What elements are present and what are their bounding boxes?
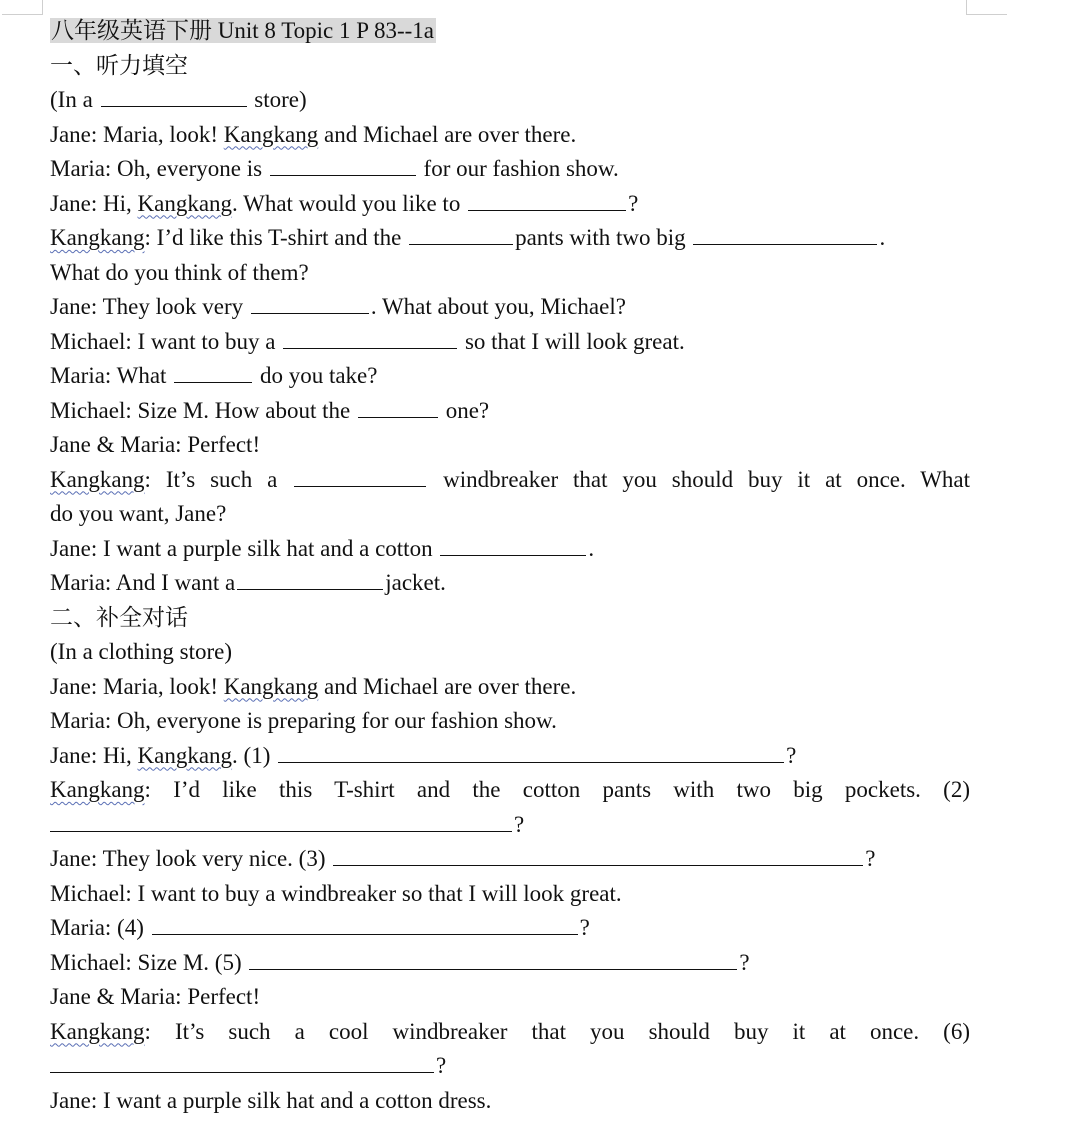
s2-line-10: Michael: Size M. (5) ?	[50, 949, 750, 975]
blank-preparing	[270, 155, 416, 176]
s2-line-9: Maria: (4) ?	[50, 915, 590, 940]
s2-line-4: Jane: Hi, Kangkang. (1) ?	[50, 742, 797, 768]
s1-line-3: Maria: Oh, everyone is for our fashion show.	[50, 156, 619, 181]
blank-cotton	[409, 224, 513, 245]
blank-store-type	[101, 86, 247, 107]
s1-line-10: Michael: Size M. How about the one?	[50, 397, 490, 423]
blank-pockets	[693, 224, 877, 245]
s2-line-11: Jane & Maria: Perfect!	[50, 984, 261, 1009]
answer-blank-3	[333, 845, 863, 866]
spellcheck-name: Kangkang	[223, 673, 319, 699]
spellcheck-name: Kangkang	[50, 1018, 145, 1044]
spellcheck-name: Kangkang	[50, 466, 145, 492]
blank-windbreaker	[283, 328, 457, 349]
title-line	[50, 14, 970, 49]
answer-blank-5	[249, 949, 737, 970]
s1-line-11: Jane & Maria: Perfect!	[50, 432, 261, 457]
s2-line-7: Jane: They look very nice. (3) ?	[50, 846, 876, 871]
s1-line-9: Maria: What do you take?	[50, 363, 378, 388]
blank-cool	[294, 466, 426, 487]
blank-new	[237, 569, 383, 590]
spellcheck-name: Kangkang	[137, 742, 233, 768]
s1-line-8: Michael: I want to buy a so that I will look great.	[50, 328, 685, 354]
s2-line-2: Jane: Maria, look! Kangkang and Michael are over there.	[50, 673, 577, 699]
s1-line-14: Jane: I want a purple silk hat and a cotton .	[50, 535, 595, 561]
section1-heading: 一、听力填空	[50, 52, 188, 78]
s2-line-1: (In a clothing store)	[50, 639, 233, 664]
s1-line-2: Jane: Maria, look! Kangkang and Michael are over there.	[50, 121, 577, 147]
s1-line-12: Kangkang: It’s such a windbreaker that you should buy it at once. What	[50, 466, 971, 492]
s2-line-8: Michael: I want to buy a windbreaker so that I will look great.	[50, 880, 622, 906]
blank-nice	[251, 293, 369, 314]
s1-line-1: (In a store)	[50, 87, 307, 112]
page-corner-mark-right	[966, 0, 1007, 15]
s1-line-6: What do you think of them?	[50, 259, 309, 285]
spellcheck-name: Kangkang	[50, 225, 145, 250]
s2-line-13: ?	[50, 1049, 970, 1084]
s1-line-4: Jane: Hi, Kangkang. What would you like to ?	[50, 190, 639, 216]
blank-size	[174, 362, 252, 383]
s1-line-13: do you want, Jane?	[50, 501, 227, 526]
s2-line-5: Kangkang: I’d like this T-shirt and the cotton pants with two big pockets. (2)	[50, 777, 970, 802]
document-body	[50, 14, 970, 1118]
answer-blank-1	[278, 742, 784, 763]
blank-other	[358, 397, 438, 418]
document-title[interactable]: 八年级英语下册 Unit 8 Topic 1 P 83--1a	[51, 18, 434, 43]
s2-line-12: Kangkang: It’s such a cool windbreaker that you should buy it at once. (6)	[50, 1018, 970, 1044]
s2-line-6: ?	[50, 808, 970, 843]
answer-blank-4	[152, 914, 578, 935]
s2-line-3: Maria: Oh, everyone is preparing for our fashion show.	[50, 708, 557, 733]
spellcheck-name: Kangkang	[137, 190, 233, 216]
section2-heading: 二、补全对话	[50, 604, 188, 630]
s1-line-7: Jane: They look very . What about you, Michael?	[50, 294, 626, 319]
s1-line-15: Maria: And I want a jacket.	[50, 570, 446, 595]
blank-buy	[468, 190, 626, 211]
page-corner-mark-left	[2, 0, 43, 15]
s2-line-14: Jane: I want a purple silk hat and a cotton dress.	[50, 1087, 492, 1113]
spellcheck-name: Kangkang	[50, 777, 145, 802]
s1-line-5: Kangkang: I’d like this T-shirt and the pants with two big .	[50, 225, 886, 250]
spellcheck-name: Kangkang	[223, 121, 319, 147]
answer-blank-6	[50, 1052, 434, 1073]
blank-dress	[440, 535, 586, 556]
answer-blank-2	[50, 811, 512, 832]
